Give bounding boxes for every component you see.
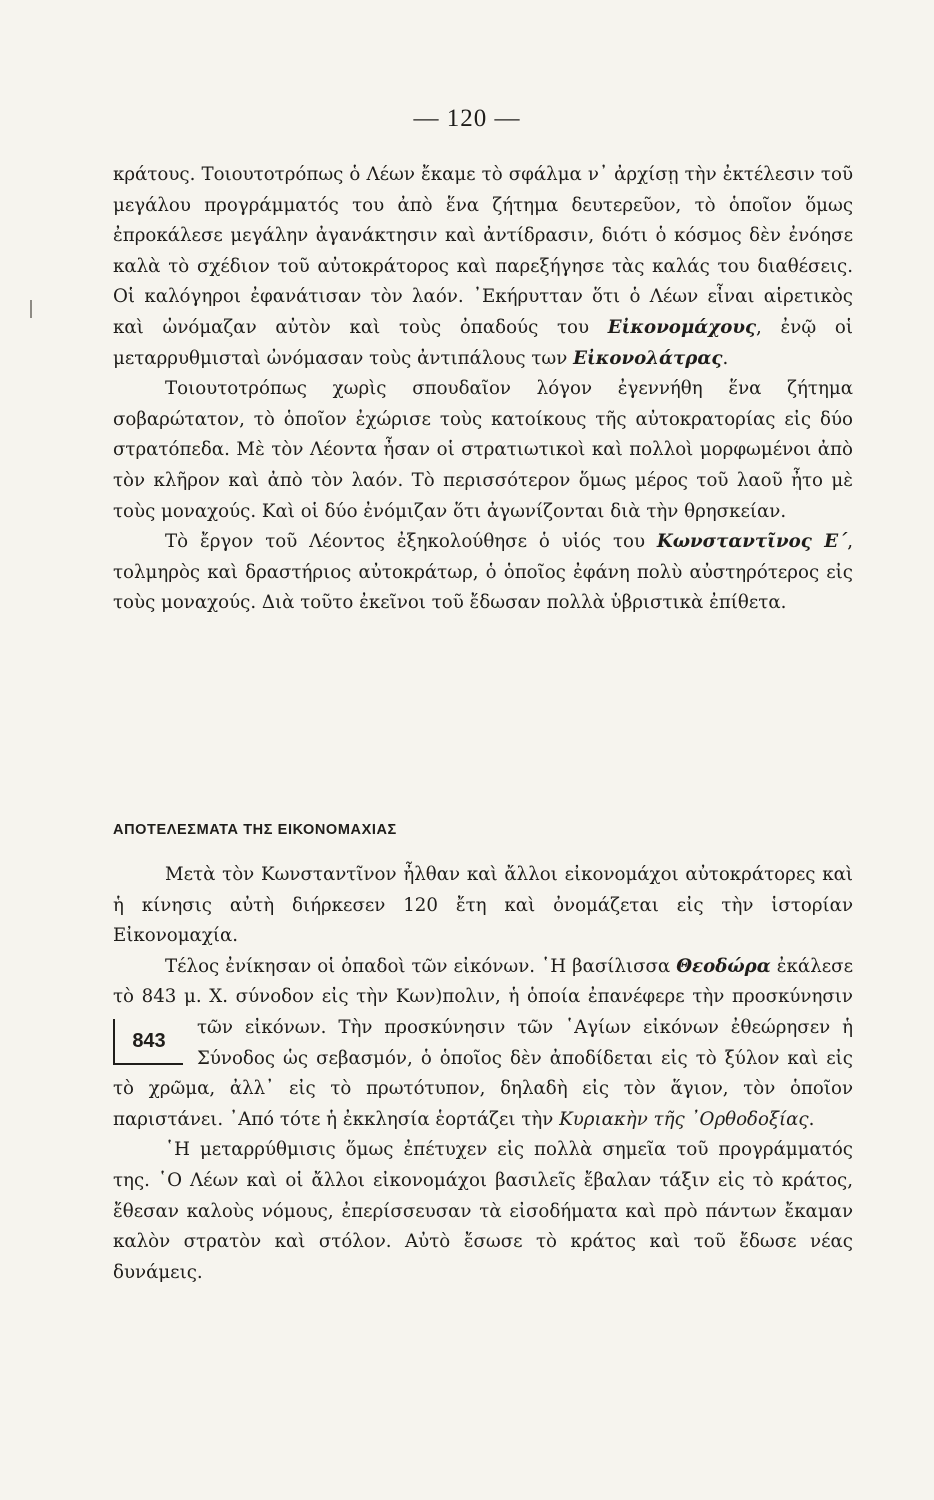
paragraph-1 — [113, 160, 853, 374]
main-text-upper — [113, 160, 853, 619]
section-heading: ΑΠΟΤΕΛΕΣΜΑΤΑ ΤΗΣ ΕΙΚΟΝΟΜΑΧΙΑΣ — [113, 822, 397, 838]
paragraph-3 — [113, 527, 853, 619]
paragraph-3-text-a: Τὸ ἔργον τοῦ Λέοντος ἐξηκολούθησε ὁ υἱός του — [165, 531, 657, 553]
paragraph-1-text-a: κράτους. Τοιουτοτρόπως ὁ Λέων ἔκαμε τὸ σφάλμα ν᾿ ἀρχίσῃ τὴν ἐκτέλεσιν τοῦ μεγάλου προγράμματός του ἀπὸ ἕνα ζήτημα δευτερεῦον, τὸ ὁποῖον ὅμως ἐπροκάλεσε μεγάλην ἀγανάκτησιν καὶ ἀντίδρασιν, διότι ὁ κόσμος δὲν ἐνόησε καλὰ τὸ σχέδιον τοῦ αὐτοκράτορος καὶ παρεξήγησε τὰς καλάς του διαθέσεις. Οἱ καλόγηροι ἐφανάτισαν τὸν λαόν. ᾿Εκήρυτταν ὅτι ὁ Λέων εἶναι αἱρετικὸς καὶ ὠνόμαζαν αὐτὸν καὶ τοὺς ὀπαδούς του — [113, 164, 853, 338]
page-number: — 120 — — [413, 105, 521, 132]
term-eikonomachoi: Εἰκονομάχους — [607, 316, 757, 338]
margin-year-box: 843 — [113, 1019, 183, 1065]
main-text-lower — [113, 860, 853, 1288]
paragraph-2: Τοιουτοτρόπως χωρὶς σπουδαῖον λόγον ἐγεννήθη ἕνα ζήτημα σοβαρώτατον, τὸ ὁποῖον ἐχώρισε τοὺς κατοίκους τῆς αὐτοκρατορίας εἰς δύο στρατόπεδα. Μὲ τὸν Λέοντα ἦσαν οἱ στρατιωτικοὶ καὶ πολλοὶ μορφωμένοι ἀπὸ τὸν κλῆρον καὶ ἀπὸ τὸν λαόν. Τὸ περισσότερον ὅμως μέρος τοῦ λαοῦ ἦτο μὲ τοὺς μοναχούς. Καὶ οἱ δύο ἐνόμιζαν ὅτι ἀγωνίζονται διὰ τὴν θρησκείαν. — [113, 378, 853, 522]
name-konstantinos: Κωνσταντῖνος Ε΄ — [656, 531, 848, 553]
paragraph-3-text-b: , τολμηρὸς καὶ δραστήριος αὐτοκράτωρ, ὁ ὁποῖος ἐφάνη πολὺ αὐστηρότερος εἰς τοὺς μοναχούς. Διὰ τοῦτο ἐκεῖνοι τοῦ ἔδωσαν πολλὰ ὑβριστικὰ ἐπίθετα. — [113, 531, 853, 614]
paragraph-6: ῾Η μεταρρύθμισις ὅμως ἐπέτυχεν εἰς πολλὰ σημεῖα τοῦ προγράμματός της. ῾Ο Λέων καὶ οἱ ἄλλοι εἰκονομάχοι βασιλεῖς ἔβαλαν τάξιν εἰς τὸ κράτος, ἔθεσαν καλοὺς νόμους, ἐπερίσσευσαν τὰ εἰσοδήματα καὶ πρὸ πάντων ἔκαμαν καλὸν στρατὸν καὶ στόλον. Αὐτὸ ἔσωσε τὸ κράτος καὶ τοῦ ἔδωσε νέας δυνάμεις. — [113, 1139, 853, 1283]
paragraph-5 — [113, 952, 853, 1136]
paragraph-5-text-b: ἐκάλεσε τὸ 843 μ. Χ. σύνοδον εἰς τὴν Κων)πολιν, ἡ ὁποία ἐπανέφερε τὴν προσκύνησιν τῶν εἰκόνων. Τὴν προσκύνησιν τῶν — [113, 955, 853, 1038]
feast-orthodoxy: Κυριακὴν τῆς ᾿Ορθοδοξίας — [559, 1108, 809, 1130]
term-eikonolatrai: Εἰκονολάτρας — [573, 347, 723, 369]
binding-mark — [30, 300, 32, 318]
paragraph-5-text-d: . — [808, 1108, 815, 1130]
paragraph-4: Μετὰ τὸν Κωνσταντῖνον ἦλθαν καὶ ἄλλοι εἰκονομάχοι αὐτοκράτορες καὶ ἡ κίνησις αὐτὴ διήρκεσεν 120 ἔτη καὶ ὀνομάζεται εἰς τὴν ἱστορίαν Εἰκονομαχία. — [113, 864, 853, 947]
paragraph-1-text-c: . — [722, 347, 729, 369]
name-theodora: Θεοδώρα — [676, 955, 771, 977]
paragraph-5-text-a: Τέλος ἐνίκησαν οἱ ὀπαδοὶ τῶν εἰκόνων. ῾Η βασίλισσα — [165, 955, 677, 977]
paragraph-5-text-c: ῾Αγίων εἰκόνων ἐθεώρησεν ἡ Σύνοδος ὡς σεβασμόν, ὁ ὁποῖος δὲν ἀποδίδεται εἰς τὸ ξύλον καὶ εἰς τὸ χρῶμα, ἀλλ᾿ εἰς τὸ πρωτότυπον, δηλαδὴ εἰς τὸν ἅγιον, τὸν ὁποῖον παριστάνει. ᾿Από τότε ἡ ἐκκλησία ἑορτάζει τὴν — [113, 1016, 853, 1130]
paragraph-1-text-b: , ἐνῷ οἱ μεταρρυθμισταὶ ὠνόμασαν τοὺς ἀντιπάλους των — [113, 316, 853, 369]
